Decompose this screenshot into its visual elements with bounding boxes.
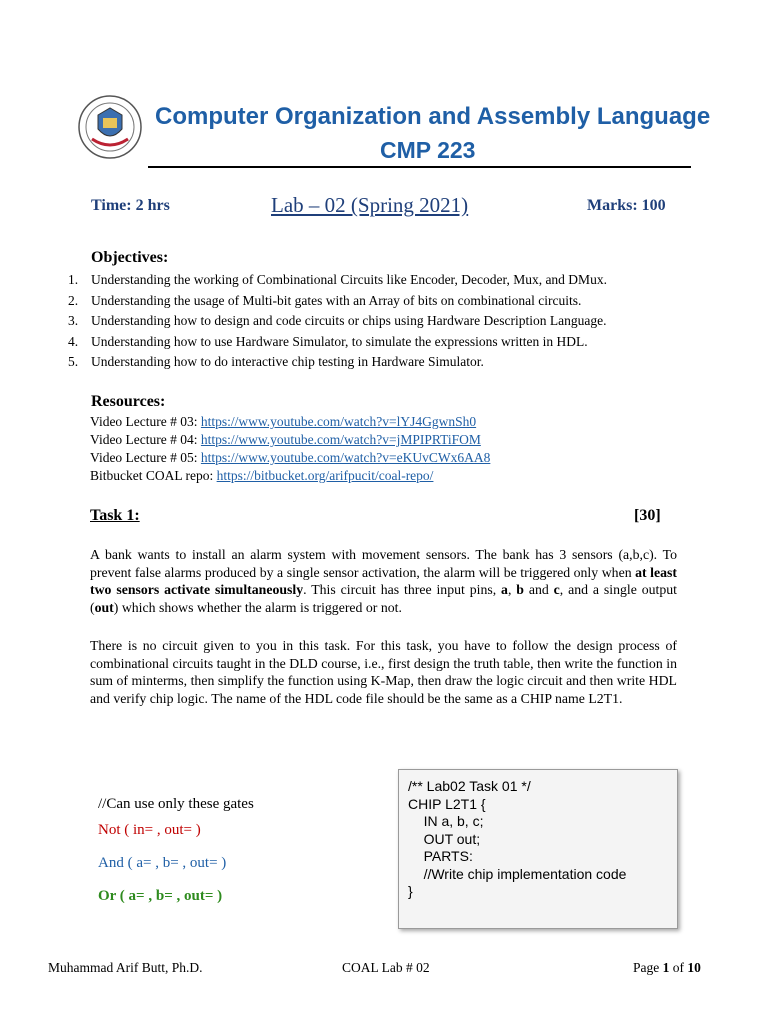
marks-label: Marks: 100: [587, 197, 666, 214]
task-description: A bank wants to install an alarm system with movement sensors. The bank has 3 sensors (a,b,c). To prevent false alarms produced by a single sensor activation, the alarm will be triggered only when at least two sensors activate simultaneously. This circuit has three input pins, a, b and c, and a single output (out) which shows whether the alarm is triggered or not.: [90, 547, 677, 615]
list-item: 1. Understanding the working of Combinational Circuits like Encoder, Decoder, Mux, and DMux.: [68, 272, 607, 287]
resource-item: Video Lecture # 05: https://www.youtube.com/watch?v=eKUvCWx6AA8: [90, 450, 491, 465]
list-item: 5. Understanding how to do interactive chip testing in Hardware Simulator.: [68, 354, 484, 370]
lab-title: Lab – 02 (Spring 2021): [271, 193, 469, 217]
not-gate-signature: Not ( in= , out= ): [98, 822, 201, 838]
university-seal-icon: [78, 95, 142, 159]
task-heading: Task 1:: [90, 507, 140, 524]
or-gate-signature: Or ( a= , b= , out= ): [98, 888, 223, 904]
task-marks: [30]: [634, 507, 661, 524]
code-line: /** Lab02 Task 01 */: [408, 778, 531, 794]
code-line: IN a, b, c;: [408, 813, 484, 829]
resource-item: Video Lecture # 03: https://www.youtube.com/watch?v=lYJ4GgwnSh0: [90, 414, 477, 429]
list-item: 3. Understanding how to design and code circuits or chips using Hardware Description Language.: [68, 313, 607, 329]
footer-lab: COAL Lab # 02: [342, 960, 430, 975]
resource-item: Video Lecture # 04: https://www.youtube.com/watch?v=jMPIPRTiFOM: [90, 432, 481, 447]
objectives-heading: Objectives:: [91, 249, 169, 266]
resource-link[interactable]: https://www.youtube.com/watch?v=eKUvCWx6AA8: [200, 450, 491, 465]
resource-item: Bitbucket COAL repo: https://bitbucket.org/arifpucit/coal-repo/: [90, 468, 434, 483]
resource-link[interactable]: https://www.youtube.com/watch?v=jMPIPRTiFOM: [200, 432, 481, 447]
gates-comment: //Can use only these gates: [98, 796, 254, 812]
footer-author: Muhammad Arif Butt, Ph.D.: [48, 960, 203, 975]
footer-page-number: Page 1 of 10: [633, 960, 701, 975]
resources-list: [90, 413, 490, 485]
course-title: Computer Organization and Assembly Language: [155, 103, 711, 130]
list-item: 2. Understanding the usage of Multi-bit gates with an Array of bits on combinational circuits.: [68, 292, 582, 308]
code-line: PARTS:: [408, 848, 473, 864]
objectives-list: [52, 270, 607, 373]
code-line: }: [408, 883, 413, 899]
resources-heading: Resources:: [91, 393, 166, 410]
course-code: CMP 223: [380, 137, 476, 163]
task-instructions: There is no circuit given to you in this task. For this task, you have to follow the design process of combinational circuits taught in the DLD course, i.e., first design the truth table, then write the function in sum of minterms, then simplify the function using K-Map, then draw the logic circuit and then write HDL and verify chip logic. The name of the HDL code file should be the same as a CHIP name L2T1.: [90, 638, 677, 706]
hdl-code-box: [398, 769, 678, 929]
resource-link[interactable]: https://www.youtube.com/watch?v=lYJ4GgwnSh0: [200, 414, 477, 429]
code-line: CHIP L2T1 {: [408, 795, 486, 812]
and-gate-signature: And ( a= , b= , out= ): [98, 855, 227, 871]
code-line: OUT out;: [408, 830, 481, 847]
code-line: //Write chip implementation code: [408, 865, 627, 882]
resource-link[interactable]: https://bitbucket.org/arifpucit/coal-repo/: [216, 468, 434, 483]
list-item: 4. Understanding how to use Hardware Simulator, to simulate the expressions written in HDL.: [68, 333, 588, 349]
time-label: Time: 2 hrs: [91, 197, 170, 214]
header-divider: [148, 166, 691, 168]
